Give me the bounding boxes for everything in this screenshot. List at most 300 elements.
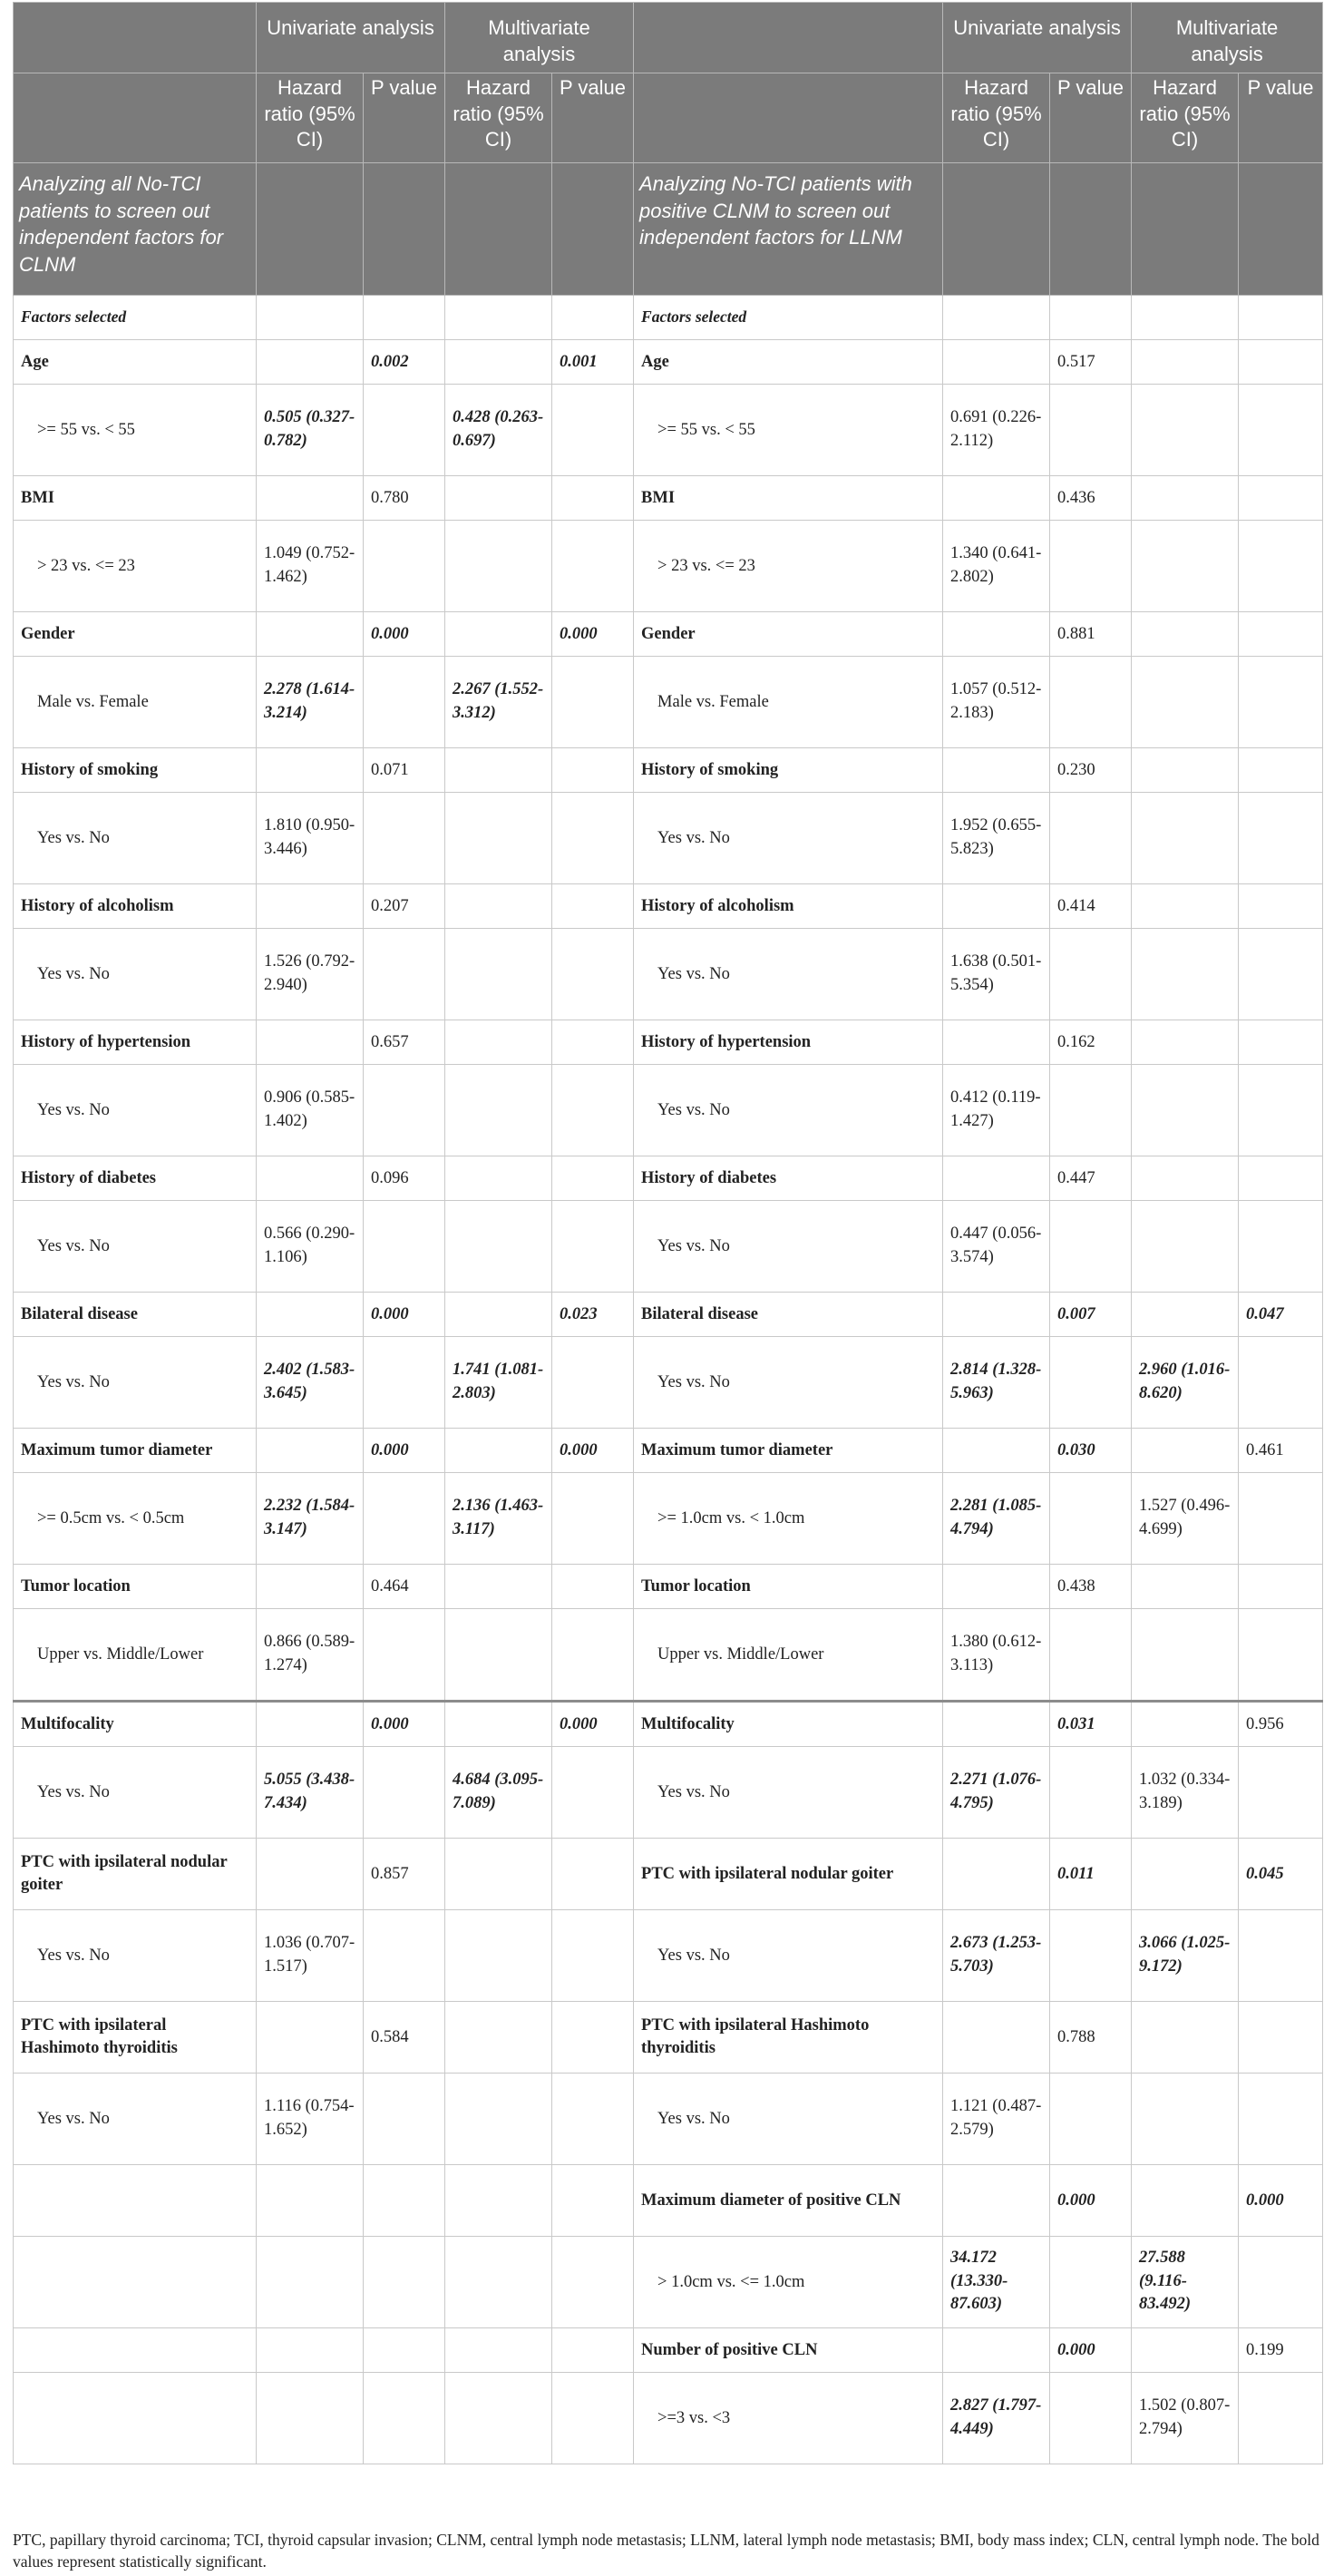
multivariate-hazard-ratio: 1.032 (0.334-3.189) (1132, 1746, 1239, 1838)
univariate-p-value: 0.447 (1050, 1156, 1132, 1200)
multivariate-p-value (1239, 1020, 1323, 1064)
multivariate-hazard-ratio (445, 928, 552, 1020)
factor-label: History of hypertension (634, 1020, 943, 1064)
univariate-p-value: 0.657 (364, 1020, 445, 1064)
factor-label: Upper vs. Middle/Lower (14, 1608, 257, 1701)
univariate-p-value: 0.414 (1050, 883, 1132, 928)
multivariate-p-value (552, 1564, 634, 1608)
table-container (13, 2, 1322, 2464)
multivariate-hazard-ratio (1132, 611, 1239, 656)
multivariate-hazard-ratio (1132, 1838, 1239, 1909)
factor-label: > 1.0cm vs. <= 1.0cm (634, 2236, 943, 2327)
table-row (14, 792, 1323, 883)
header-hazard-ratio: Hazard ratio (95% CI) (257, 73, 364, 163)
univariate-p-value: 0.000 (364, 1428, 445, 1472)
multivariate-p-value (1239, 295, 1323, 339)
multivariate-hazard-ratio (1132, 2164, 1239, 2236)
factor-label (14, 2372, 257, 2464)
factor-label: BMI (634, 475, 943, 520)
univariate-hazard-ratio (943, 339, 1050, 384)
univariate-p-value (364, 1064, 445, 1156)
multivariate-p-value (552, 792, 634, 883)
header-p-value: P value (552, 73, 634, 163)
univariate-p-value: 0.031 (1050, 1701, 1132, 1746)
multivariate-p-value: 0.045 (1239, 1838, 1323, 1909)
univariate-p-value (1050, 792, 1132, 883)
header-univariate-right: Univariate analysis (943, 3, 1132, 73)
univariate-hazard-ratio: 2.827 (1.797-4.449) (943, 2372, 1050, 2464)
header-p-value: P value (1050, 73, 1132, 163)
table-row (14, 384, 1323, 475)
multivariate-hazard-ratio (445, 1200, 552, 1292)
multivariate-hazard-ratio (1132, 1701, 1239, 1746)
header-univariate-left: Univariate analysis (257, 3, 445, 73)
factor-label: Maximum tumor diameter (14, 1428, 257, 1472)
header-p-value: P value (1239, 73, 1323, 163)
multivariate-p-value (1239, 1064, 1323, 1156)
factor-label: Yes vs. No (14, 928, 257, 1020)
multivariate-p-value (552, 2073, 634, 2164)
multivariate-hazard-ratio (1132, 1020, 1239, 1064)
univariate-p-value: 0.071 (364, 747, 445, 792)
univariate-hazard-ratio (257, 1838, 364, 1909)
univariate-hazard-ratio (257, 2236, 364, 2327)
multivariate-p-value (552, 1472, 634, 1564)
multivariate-p-value (552, 2327, 634, 2372)
table-row (14, 1336, 1323, 1428)
factor-label: Yes vs. No (634, 1909, 943, 2001)
header-hazard-ratio: Hazard ratio (95% CI) (943, 73, 1050, 163)
table-row (14, 1746, 1323, 1838)
header-multivariate-right: Multivariate analysis (1132, 3, 1323, 73)
left-analysis-description: Analyzing all No-TCI patients to screen out independent factors for CLNM (14, 162, 257, 295)
univariate-p-value: 0.230 (1050, 747, 1132, 792)
univariate-hazard-ratio (257, 2164, 364, 2236)
multivariate-p-value: 0.047 (1239, 1292, 1323, 1336)
header-sub-blank-right (634, 73, 943, 163)
factor-label: >= 1.0cm vs. < 1.0cm (634, 1472, 943, 1564)
multivariate-p-value (552, 520, 634, 611)
univariate-hazard-ratio: 1.810 (0.950-3.446) (257, 792, 364, 883)
multivariate-p-value (1239, 611, 1323, 656)
univariate-p-value (364, 792, 445, 883)
univariate-hazard-ratio (257, 883, 364, 928)
table-row (14, 339, 1323, 384)
table-row (14, 611, 1323, 656)
univariate-p-value (1050, 2236, 1132, 2327)
multivariate-p-value (552, 656, 634, 747)
factor-label: >=3 vs. <3 (634, 2372, 943, 2464)
factor-label: PTC with ipsilateral nodular goiter (14, 1838, 257, 1909)
univariate-p-value (1050, 295, 1132, 339)
factor-label: Bilateral disease (634, 1292, 943, 1336)
factor-label: Factors selected (634, 295, 943, 339)
univariate-hazard-ratio: 1.340 (0.641-2.802) (943, 520, 1050, 611)
header-hazard-ratio: Hazard ratio (95% CI) (445, 73, 552, 163)
factor-label: > 23 vs. <= 23 (634, 520, 943, 611)
table-body (14, 295, 1323, 2464)
multivariate-hazard-ratio (445, 2372, 552, 2464)
multivariate-hazard-ratio: 4.684 (3.095-7.089) (445, 1746, 552, 1838)
header-empty-cell (1132, 162, 1239, 295)
header-empty-cell (257, 162, 364, 295)
multivariate-hazard-ratio (445, 883, 552, 928)
multivariate-p-value (1239, 2073, 1323, 2164)
univariate-hazard-ratio (943, 1564, 1050, 1608)
multivariate-hazard-ratio (1132, 295, 1239, 339)
table-row (14, 2327, 1323, 2372)
table-row (14, 1701, 1323, 1746)
multivariate-hazard-ratio (445, 611, 552, 656)
univariate-p-value: 0.030 (1050, 1428, 1132, 1472)
univariate-hazard-ratio: 2.271 (1.076-4.795) (943, 1746, 1050, 1838)
univariate-hazard-ratio (943, 1428, 1050, 1472)
factor-label: Yes vs. No (14, 1909, 257, 2001)
multivariate-hazard-ratio (445, 2073, 552, 2164)
table-row (14, 883, 1323, 928)
univariate-p-value: 0.881 (1050, 611, 1132, 656)
multivariate-hazard-ratio (445, 1564, 552, 1608)
factor-label: Yes vs. No (14, 792, 257, 883)
univariate-hazard-ratio: 2.232 (1.584-3.147) (257, 1472, 364, 1564)
table-row (14, 1564, 1323, 1608)
multivariate-p-value (1239, 792, 1323, 883)
univariate-p-value (364, 656, 445, 747)
factor-label (14, 2164, 257, 2236)
multivariate-hazard-ratio (445, 792, 552, 883)
multivariate-p-value: 0.001 (552, 339, 634, 384)
factor-label: Yes vs. No (634, 2073, 943, 2164)
univariate-p-value (364, 2327, 445, 2372)
univariate-p-value (364, 295, 445, 339)
multivariate-p-value (552, 384, 634, 475)
factor-label: Yes vs. No (14, 1200, 257, 1292)
header-empty-cell (1239, 162, 1323, 295)
univariate-p-value (364, 1608, 445, 1701)
univariate-hazard-ratio: 2.814 (1.328-5.963) (943, 1336, 1050, 1428)
factor-label: Yes vs. No (634, 928, 943, 1020)
factor-label: Gender (634, 611, 943, 656)
univariate-p-value: 0.000 (364, 1701, 445, 1746)
multivariate-hazard-ratio: 1.741 (1.081-2.803) (445, 1336, 552, 1428)
multivariate-hazard-ratio (445, 1608, 552, 1701)
univariate-hazard-ratio: 34.172 (13.330-87.603) (943, 2236, 1050, 2327)
multivariate-hazard-ratio (445, 1701, 552, 1746)
multivariate-p-value (1239, 1746, 1323, 1838)
univariate-p-value: 0.857 (364, 1838, 445, 1909)
univariate-hazard-ratio: 1.049 (0.752-1.462) (257, 520, 364, 611)
table-row (14, 2236, 1323, 2327)
univariate-hazard-ratio: 0.906 (0.585-1.402) (257, 1064, 364, 1156)
univariate-p-value: 0.162 (1050, 1020, 1132, 1064)
univariate-hazard-ratio (943, 2001, 1050, 2073)
factor-label: History of alcoholism (14, 883, 257, 928)
multivariate-p-value (552, 1336, 634, 1428)
univariate-p-value (364, 1200, 445, 1292)
factor-label: Multifocality (14, 1701, 257, 1746)
univariate-p-value (1050, 1608, 1132, 1701)
univariate-hazard-ratio: 2.281 (1.085-4.794) (943, 1472, 1050, 1564)
univariate-hazard-ratio (257, 2372, 364, 2464)
multivariate-hazard-ratio (1132, 2073, 1239, 2164)
multivariate-hazard-ratio (1132, 747, 1239, 792)
multivariate-p-value (1239, 1909, 1323, 2001)
factor-label: Yes vs. No (634, 792, 943, 883)
univariate-hazard-ratio: 1.952 (0.655-5.823) (943, 792, 1050, 883)
multivariate-p-value (1239, 1336, 1323, 1428)
multivariate-hazard-ratio (1132, 1200, 1239, 1292)
univariate-hazard-ratio: 1.057 (0.512-2.183) (943, 656, 1050, 747)
multivariate-hazard-ratio: 2.267 (1.552-3.312) (445, 656, 552, 747)
multivariate-p-value (552, 1020, 634, 1064)
factor-label: Yes vs. No (14, 2073, 257, 2164)
factor-label: Maximum tumor diameter (634, 1428, 943, 1472)
univariate-hazard-ratio (943, 295, 1050, 339)
univariate-p-value (1050, 384, 1132, 475)
multivariate-hazard-ratio (445, 2327, 552, 2372)
header-hazard-ratio: Hazard ratio (95% CI) (1132, 73, 1239, 163)
multivariate-p-value (1239, 520, 1323, 611)
factor-label (14, 2236, 257, 2327)
factor-label: History of smoking (14, 747, 257, 792)
factor-label: Yes vs. No (634, 1200, 943, 1292)
multivariate-hazard-ratio (445, 2236, 552, 2327)
univariate-hazard-ratio: 2.278 (1.614-3.214) (257, 656, 364, 747)
univariate-hazard-ratio (257, 475, 364, 520)
multivariate-p-value (552, 475, 634, 520)
factor-label: Yes vs. No (14, 1064, 257, 1156)
multivariate-p-value (1239, 2236, 1323, 2327)
univariate-p-value (364, 928, 445, 1020)
multivariate-p-value (1239, 883, 1323, 928)
header-blank-right (634, 3, 943, 73)
multivariate-p-value: 0.956 (1239, 1701, 1323, 1746)
multivariate-hazard-ratio (1132, 1292, 1239, 1336)
multivariate-hazard-ratio (1132, 2001, 1239, 2073)
univariate-hazard-ratio (257, 747, 364, 792)
multivariate-hazard-ratio (445, 1064, 552, 1156)
multivariate-hazard-ratio (445, 339, 552, 384)
factor-label: Tumor location (14, 1564, 257, 1608)
factor-label: Yes vs. No (634, 1336, 943, 1428)
univariate-p-value (364, 2073, 445, 2164)
univariate-p-value: 0.000 (1050, 2327, 1132, 2372)
univariate-p-value: 0.002 (364, 339, 445, 384)
table-row (14, 747, 1323, 792)
multivariate-p-value (552, 2164, 634, 2236)
multivariate-p-value: 0.000 (552, 611, 634, 656)
factor-label: Factors selected (14, 295, 257, 339)
univariate-hazard-ratio (943, 1156, 1050, 1200)
multivariate-p-value: 0.199 (1239, 2327, 1323, 2372)
table-header (14, 3, 1323, 296)
univariate-hazard-ratio (943, 1701, 1050, 1746)
multivariate-hazard-ratio: 1.502 (0.807-2.794) (1132, 2372, 1239, 2464)
univariate-p-value: 0.011 (1050, 1838, 1132, 1909)
multivariate-hazard-ratio (1132, 339, 1239, 384)
multivariate-hazard-ratio (1132, 1064, 1239, 1156)
univariate-hazard-ratio (257, 1564, 364, 1608)
univariate-p-value: 0.780 (364, 475, 445, 520)
multivariate-p-value: 0.461 (1239, 1428, 1323, 1472)
univariate-p-value: 0.007 (1050, 1292, 1132, 1336)
multivariate-hazard-ratio (445, 1156, 552, 1200)
table-row (14, 295, 1323, 339)
univariate-p-value: 0.438 (1050, 1564, 1132, 1608)
univariate-hazard-ratio: 0.566 (0.290-1.106) (257, 1200, 364, 1292)
univariate-hazard-ratio: 0.412 (0.119-1.427) (943, 1064, 1050, 1156)
univariate-hazard-ratio (257, 611, 364, 656)
multivariate-hazard-ratio (1132, 1564, 1239, 1608)
multivariate-hazard-ratio (445, 1292, 552, 1336)
univariate-p-value (364, 384, 445, 475)
factor-label: Age (14, 339, 257, 384)
univariate-p-value (1050, 1336, 1132, 1428)
multivariate-hazard-ratio (445, 520, 552, 611)
table-row (14, 1472, 1323, 1564)
right-analysis-description: Analyzing No-TCI patients with positive CLNM to screen out independent factors for LLNM (634, 162, 943, 295)
multivariate-p-value (552, 1064, 634, 1156)
multivariate-p-value (1239, 475, 1323, 520)
multivariate-p-value: 0.023 (552, 1292, 634, 1336)
table-row (14, 928, 1323, 1020)
multivariate-hazard-ratio (445, 475, 552, 520)
multivariate-p-value (1239, 747, 1323, 792)
multivariate-hazard-ratio (1132, 792, 1239, 883)
multivariate-p-value (1239, 2001, 1323, 2073)
univariate-p-value: 0.584 (364, 2001, 445, 2073)
multivariate-p-value (1239, 1608, 1323, 1701)
table-row (14, 1292, 1323, 1336)
factor-label: >= 55 vs. < 55 (14, 384, 257, 475)
factor-label: PTC with ipsilateral Hashimoto thyroiditis (14, 2001, 257, 2073)
univariate-p-value: 0.000 (1050, 2164, 1132, 2236)
header-p-value: P value (364, 73, 445, 163)
multivariate-hazard-ratio (1132, 1428, 1239, 1472)
factor-label: Yes vs. No (634, 1746, 943, 1838)
header-sub-row (14, 73, 1323, 163)
univariate-hazard-ratio: 1.036 (0.707-1.517) (257, 1909, 364, 2001)
table-footnote: PTC, papillary thyroid carcinoma; TCI, thyroid capsular invasion; CLNM, central lymph node metastasis; LLNM, lateral lymph node metastasis; BMI, body mass index; CLN, central lymph node. The bold values represent statistically significant. (13, 2531, 1319, 2571)
univariate-hazard-ratio: 1.526 (0.792-2.940) (257, 928, 364, 1020)
multivariate-hazard-ratio (445, 1428, 552, 1472)
multivariate-p-value (1239, 656, 1323, 747)
multivariate-hazard-ratio (1132, 520, 1239, 611)
univariate-hazard-ratio (943, 475, 1050, 520)
univariate-p-value (1050, 928, 1132, 1020)
univariate-hazard-ratio: 0.691 (0.226-2.112) (943, 384, 1050, 475)
factor-label: Age (634, 339, 943, 384)
univariate-p-value (364, 2236, 445, 2327)
factor-label: Gender (14, 611, 257, 656)
factor-label: Tumor location (634, 1564, 943, 1608)
factor-label: Male vs. Female (634, 656, 943, 747)
univariate-hazard-ratio (257, 2327, 364, 2372)
header-group-row (14, 3, 1323, 73)
multivariate-p-value (552, 2372, 634, 2464)
factor-label: Yes vs. No (14, 1746, 257, 1838)
univariate-p-value: 0.000 (364, 1292, 445, 1336)
univariate-hazard-ratio: 1.116 (0.754-1.652) (257, 2073, 364, 2164)
univariate-p-value: 0.436 (1050, 475, 1132, 520)
factor-label: Upper vs. Middle/Lower (634, 1608, 943, 1701)
factor-label: BMI (14, 475, 257, 520)
table-row (14, 475, 1323, 520)
table-row (14, 656, 1323, 747)
multivariate-p-value: 0.000 (1239, 2164, 1323, 2236)
multivariate-hazard-ratio (1132, 1156, 1239, 1200)
header-empty-cell (552, 162, 634, 295)
univariate-hazard-ratio (943, 2327, 1050, 2372)
univariate-p-value (364, 2372, 445, 2464)
multivariate-p-value (552, 883, 634, 928)
univariate-hazard-ratio (257, 1020, 364, 1064)
univariate-hazard-ratio (257, 339, 364, 384)
multivariate-hazard-ratio (1132, 2327, 1239, 2372)
univariate-hazard-ratio (257, 1428, 364, 1472)
univariate-p-value (364, 520, 445, 611)
multivariate-hazard-ratio (445, 1909, 552, 2001)
factor-label: History of hypertension (14, 1020, 257, 1064)
univariate-p-value: 0.517 (1050, 339, 1132, 384)
multivariate-hazard-ratio: 0.428 (0.263-0.697) (445, 384, 552, 475)
multivariate-p-value (552, 1909, 634, 2001)
multivariate-p-value (1239, 1156, 1323, 1200)
multivariate-p-value (1239, 2372, 1323, 2464)
factor-label: Number of positive CLN (634, 2327, 943, 2372)
univariate-hazard-ratio (257, 295, 364, 339)
hazard-ratio-table (13, 2, 1323, 2464)
univariate-hazard-ratio (943, 1020, 1050, 1064)
multivariate-p-value (552, 1838, 634, 1909)
multivariate-hazard-ratio (445, 2001, 552, 2073)
table-row (14, 1428, 1323, 1472)
factor-label: History of alcoholism (634, 883, 943, 928)
univariate-p-value: 0.000 (364, 611, 445, 656)
factor-label: History of diabetes (634, 1156, 943, 1200)
factor-label: Yes vs. No (14, 1336, 257, 1428)
table-row (14, 1020, 1323, 1064)
factor-label: Maximum diameter of positive CLN (634, 2164, 943, 2236)
univariate-hazard-ratio: 2.673 (1.253-5.703) (943, 1909, 1050, 2001)
multivariate-p-value (552, 1200, 634, 1292)
multivariate-hazard-ratio (1132, 1608, 1239, 1701)
multivariate-hazard-ratio (445, 1838, 552, 1909)
factor-label: History of diabetes (14, 1156, 257, 1200)
multivariate-p-value (1239, 1564, 1323, 1608)
multivariate-p-value (552, 2236, 634, 2327)
multivariate-hazard-ratio (1132, 475, 1239, 520)
univariate-hazard-ratio (257, 2001, 364, 2073)
multivariate-p-value: 0.000 (552, 1428, 634, 1472)
table-row (14, 1064, 1323, 1156)
univariate-hazard-ratio (943, 1292, 1050, 1336)
multivariate-hazard-ratio: 2.960 (1.016-8.620) (1132, 1336, 1239, 1428)
multivariate-p-value (552, 1156, 634, 1200)
factor-label: History of smoking (634, 747, 943, 792)
factor-label: >= 0.5cm vs. < 0.5cm (14, 1472, 257, 1564)
header-empty-cell (943, 162, 1050, 295)
univariate-hazard-ratio (257, 1292, 364, 1336)
table-row (14, 1156, 1323, 1200)
table-row (14, 2372, 1323, 2464)
univariate-hazard-ratio (943, 611, 1050, 656)
univariate-hazard-ratio: 1.380 (0.612-3.113) (943, 1608, 1050, 1701)
multivariate-hazard-ratio (1132, 928, 1239, 1020)
header-multivariate-left: Multivariate analysis (445, 3, 634, 73)
table-row (14, 2001, 1323, 2073)
factor-label: PTC with ipsilateral nodular goiter (634, 1838, 943, 1909)
